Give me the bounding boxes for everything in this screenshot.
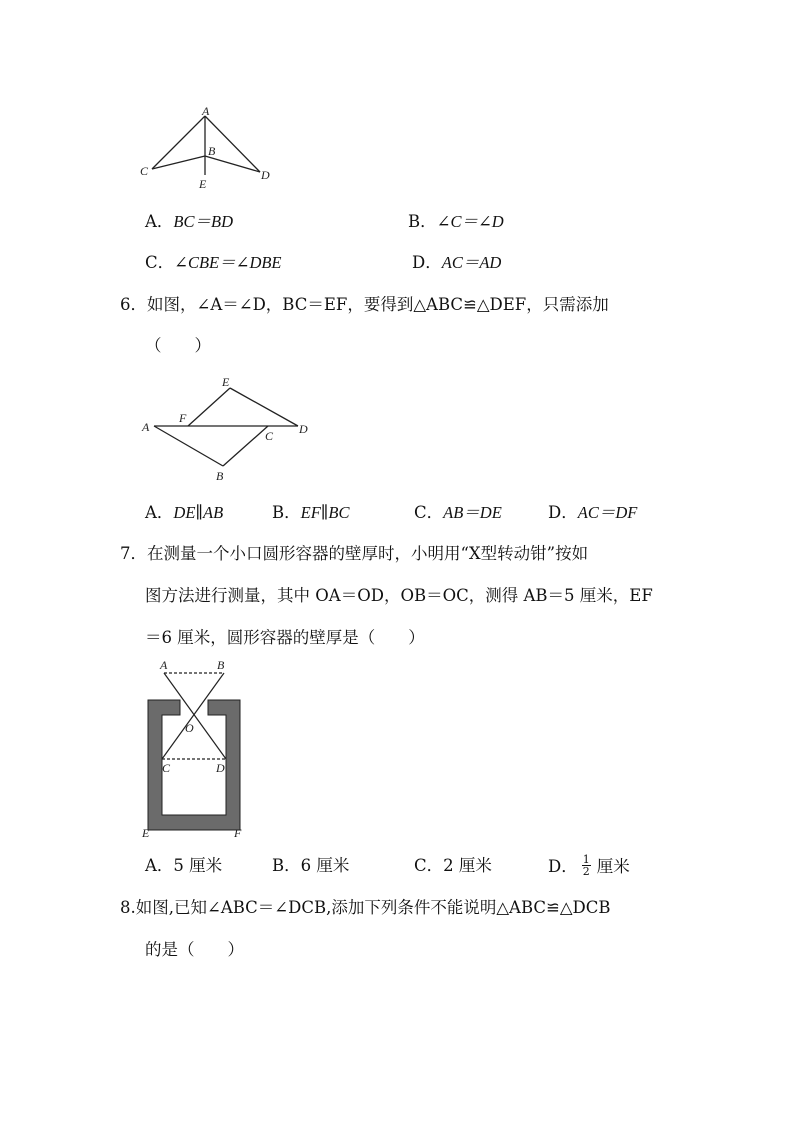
q8-stem-line-2: 的是（ ）: [145, 940, 244, 959]
q6-figure: [138, 370, 318, 485]
q7-stem-line-1: [120, 544, 588, 564]
label-a: A: [142, 420, 150, 434]
question-text: 在测量一个小口圆形容器的壁厚时，小明用“X型转动钳”按如: [147, 544, 589, 563]
fraction-numerator: 1: [582, 853, 590, 866]
question-number: 6．: [120, 295, 147, 314]
label-o: O: [185, 721, 194, 735]
option-letter: A．: [145, 503, 174, 522]
label-b: B: [217, 658, 225, 672]
label-e: E: [199, 177, 207, 191]
option-text: DE∥AB: [173, 503, 224, 522]
segment-bc: [162, 673, 224, 759]
segment-ed: [230, 388, 298, 426]
q6-answer-blank: （ ）: [145, 336, 211, 355]
option-text: 5 厘米: [173, 856, 223, 875]
q7-stem-line-3: ＝6 厘米，圆形容器的壁厚是（ ）: [145, 628, 425, 647]
segment-ad: [164, 673, 226, 759]
option-text: 6 厘米: [300, 856, 350, 875]
label-b: B: [208, 144, 216, 158]
segment-ab: [154, 426, 223, 466]
fraction-denominator: 2: [582, 865, 590, 878]
q7-option-c[interactable]: [414, 856, 492, 876]
option-text: EF∥BC: [300, 503, 350, 522]
label-c: C: [140, 164, 149, 178]
option-letter: B．: [272, 503, 301, 522]
q7-option-b[interactable]: [272, 856, 349, 876]
question-text: 如图，∠A＝∠D，BC＝EF，要得到△ABC≌△DEF，只需添加: [147, 295, 609, 314]
q7-option-d[interactable]: [548, 853, 630, 879]
label-a: A: [160, 658, 168, 672]
option-letter: D．: [548, 857, 578, 876]
option-text: 厘米: [596, 857, 630, 876]
q6-stem: [120, 295, 609, 315]
label-c: C: [265, 429, 274, 443]
label-e: E: [222, 375, 230, 389]
option-text: 2 厘米: [443, 856, 492, 875]
q6-option-a[interactable]: [145, 503, 223, 523]
option-letter: A．: [145, 856, 174, 875]
label-d: D: [216, 761, 225, 775]
segment-bc: [223, 426, 268, 466]
label-d: D: [261, 168, 270, 182]
segment-fe: [188, 388, 230, 426]
q5-option-a[interactable]: [145, 212, 233, 232]
option-text: ∠CBE＝∠DBE: [174, 253, 282, 272]
label-e: E: [142, 826, 150, 840]
option-letter: D．: [548, 503, 578, 522]
q7-option-a[interactable]: [145, 856, 222, 876]
option-letter: A．: [145, 212, 174, 231]
q6-option-b[interactable]: [272, 503, 350, 523]
q7-figure: [138, 655, 253, 845]
q5-option-d[interactable]: [412, 253, 501, 273]
option-letter: C．: [414, 503, 444, 522]
option-letter: B．: [408, 212, 437, 231]
label-f: F: [234, 826, 242, 840]
q8-stem-line-1: [120, 898, 611, 918]
label-c: C: [162, 761, 171, 775]
segment-cb: [152, 156, 205, 169]
label-a: A: [202, 105, 210, 118]
q6-option-c[interactable]: [414, 503, 502, 523]
label-f: F: [179, 411, 187, 425]
fraction: [582, 854, 591, 877]
question-text: 如图,已知∠ABC＝∠DCB,添加下列条件不能说明△ABC≌△DCB: [135, 898, 611, 917]
q6-option-d[interactable]: [548, 503, 637, 523]
q7-stem-line-2: 图方法进行测量，其中 OA＝OD，OB＝OC，测得 AB＝5 厘米，EF: [145, 586, 653, 605]
question-number: 8.: [120, 898, 136, 917]
option-letter: B．: [272, 856, 301, 875]
q5-option-c[interactable]: [145, 253, 282, 273]
option-text: BC＝BD: [173, 212, 234, 231]
label-d: D: [299, 422, 308, 436]
label-b: B: [216, 469, 224, 483]
q5-option-b[interactable]: [408, 212, 504, 232]
question-number: 7．: [120, 544, 147, 563]
q5-figure: [135, 105, 285, 195]
option-text: AC＝DF: [577, 503, 638, 522]
option-letter: D．: [412, 253, 442, 272]
option-letter: C．: [414, 856, 444, 875]
option-text: ∠C＝∠D: [436, 212, 504, 231]
option-letter: C．: [145, 253, 175, 272]
segment-ac: [152, 116, 205, 169]
option-text: AC＝AD: [441, 253, 502, 272]
option-text: AB＝DE: [443, 503, 502, 522]
